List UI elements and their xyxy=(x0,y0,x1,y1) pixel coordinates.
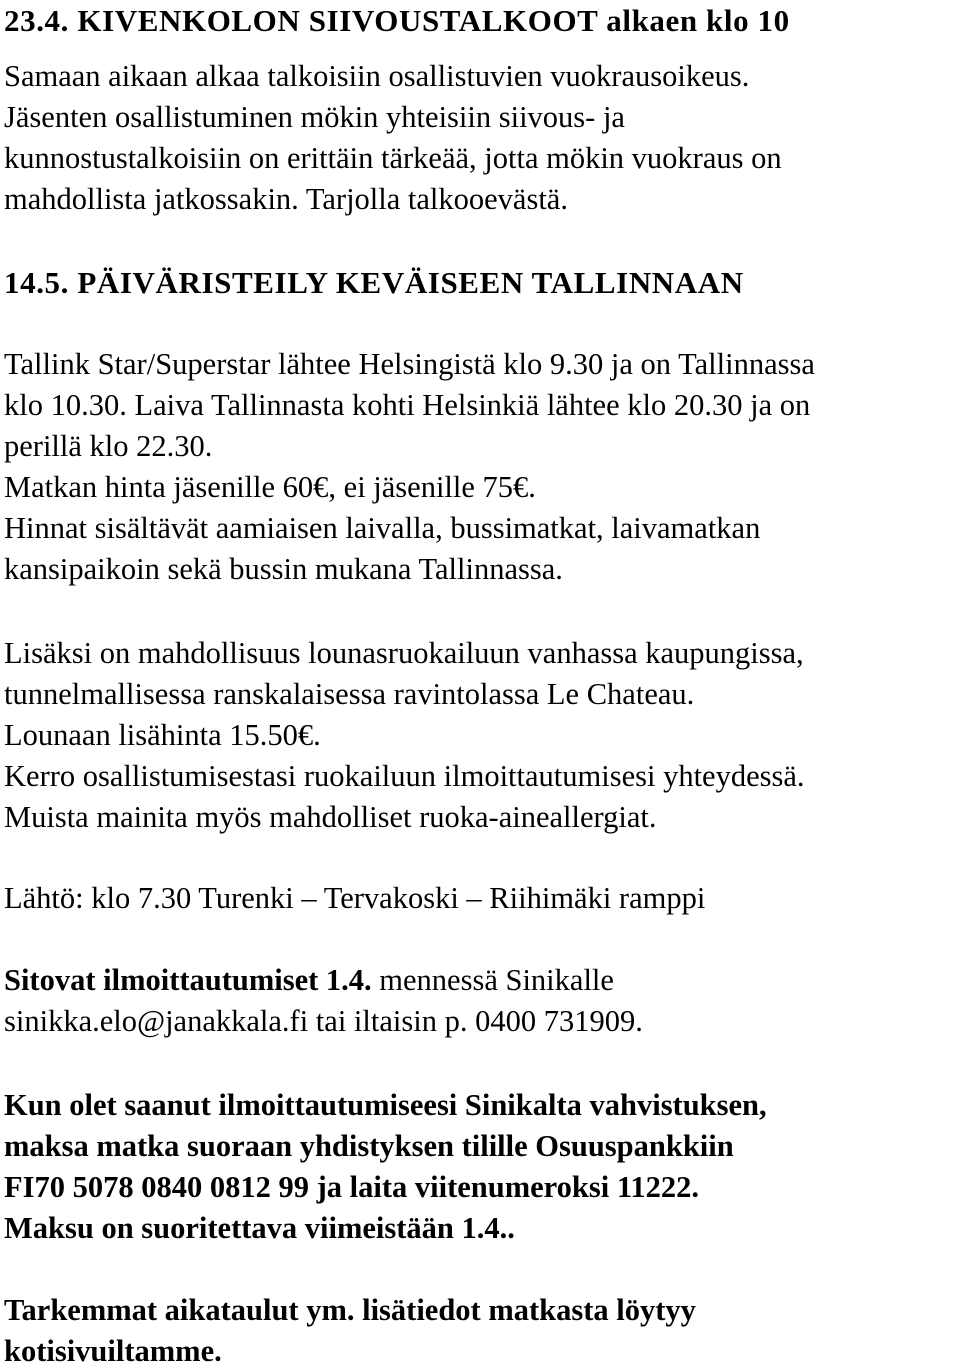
paragraph-line: perillä klo 22.30. xyxy=(4,429,213,463)
registration-contact: mennessä Sinikalle xyxy=(371,963,614,997)
paragraph-line: Kerro osallistumisestasi ruokailuun ilmoittautumisesi yhteydessä. xyxy=(4,759,805,793)
registration-line xyxy=(4,960,643,1001)
paragraph-line: kansipaikoin sekä bussin mukana Tallinnassa. xyxy=(4,552,563,586)
paragraph-line: Muista mainita myös mahdolliset ruoka-aineallergiat. xyxy=(4,800,657,834)
bank-account-line: FI70 5078 0840 0812 99 ja laita viitenumeroksi 11222. xyxy=(4,1170,700,1204)
lunch-price-line: Lounaan lisähinta 15.50€. xyxy=(4,718,321,752)
paragraph-line: Lisäksi on mahdollisuus lounasruokailuun vanhassa kaupungissa, xyxy=(4,636,804,670)
cruise-schedule-paragraph xyxy=(4,344,815,590)
registration-deadline: Sitovat ilmoittautumiset 1.4. xyxy=(4,963,372,997)
paragraph-line: Maksu on suoritettava viimeistään 1.4.. xyxy=(4,1211,515,1245)
paragraph-line: kunnostustalkoisiin on erittäin tärkeää, jotta mökin vuokraus on xyxy=(4,141,782,175)
paragraph-line: Tallink Star/Superstar lähtee Helsingistä klo 9.30 ja on Tallinnassa xyxy=(4,347,815,381)
paragraph-line: maksa matka suoraan yhdistyksen tilille Osuuspankkiin xyxy=(4,1129,734,1163)
more-info-paragraph xyxy=(4,1290,696,1372)
paragraph-line: Jäsenten osallistuminen mökin yhteisiin siivous- ja xyxy=(4,100,625,134)
section-heading-cleanup: 23.4. KIVENKOLON SIIVOUSTALKOOT alkaen klo 10 xyxy=(4,3,790,38)
paragraph-line: Tarkemmat aikataulut ym. lisätiedot matkasta löytyy xyxy=(4,1293,696,1327)
departure-line: Lähtö: klo 7.30 Turenki – Tervakoski – Riihimäki ramppi xyxy=(4,881,706,915)
lunch-paragraph xyxy=(4,633,805,838)
registration-paragraph xyxy=(4,960,643,1042)
paragraph-line: klo 10.30. Laiva Tallinnasta kohti Helsinkiä lähtee klo 20.30 ja on xyxy=(4,388,811,422)
paragraph-line: mahdollista jatkossakin. Tarjolla talkooevästä. xyxy=(4,182,568,216)
paragraph-line: Samaan aikaan alkaa talkoisiin osallistuvien vuokrausoikeus. xyxy=(4,59,750,93)
paragraph-line: Kun olet saanut ilmoittautumiseesi Sinikalta vahvistuksen, xyxy=(4,1088,767,1122)
paragraph-line: kotisivuiltamme. xyxy=(4,1334,222,1368)
price-line: Matkan hinta jäsenille 60€, ei jäsenille 75€. xyxy=(4,470,536,504)
cleanup-paragraph xyxy=(4,56,782,220)
paragraph-line: Hinnat sisältävät aamiaisen laivalla, bussimatkat, laivamatkan xyxy=(4,511,761,545)
payment-paragraph xyxy=(4,1085,767,1249)
paragraph-line: tunnelmallisessa ranskalaisessa ravintolassa Le Chateau. xyxy=(4,677,695,711)
section-heading-cruise: 14.5. PÄIVÄRISTEILY KEVÄISEEN TALLINNAAN xyxy=(4,265,744,300)
contact-line: sinikka.elo@janakkala.fi tai iltaisin p. 0400 731909. xyxy=(4,1004,643,1038)
